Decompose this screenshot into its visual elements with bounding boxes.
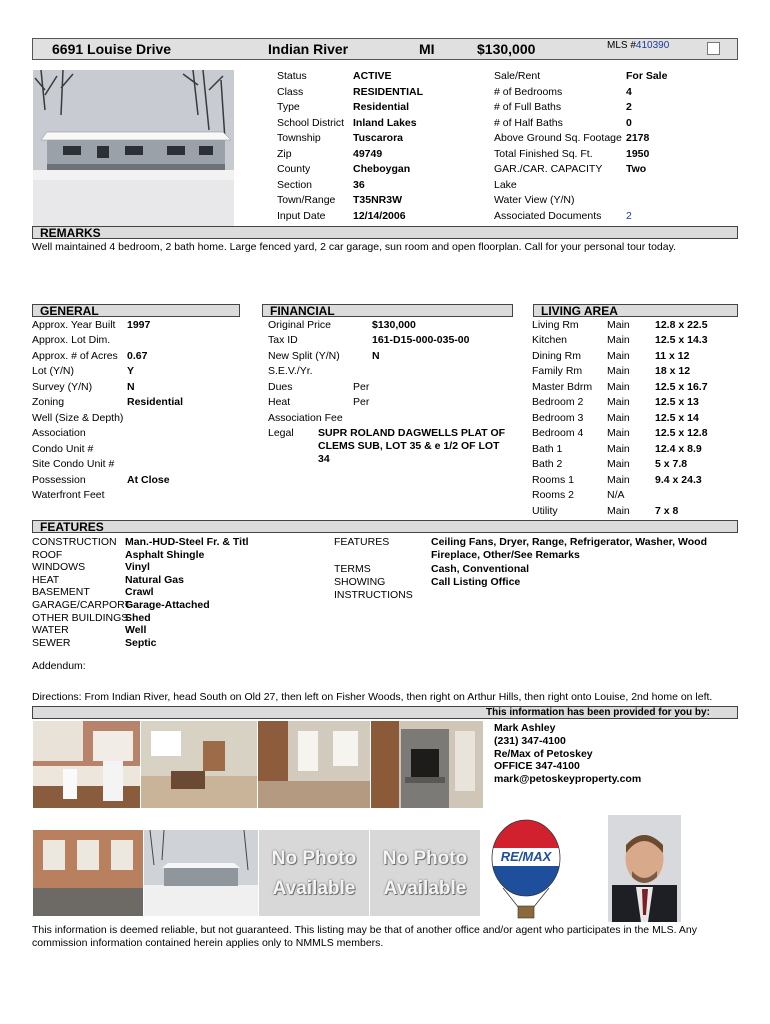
room-size: 12.4 x 8.9 bbox=[655, 443, 702, 455]
room-name: Family Rm bbox=[532, 365, 583, 377]
room-size: 12.5 x 14.3 bbox=[655, 334, 708, 346]
general-value: At Close bbox=[127, 474, 170, 486]
financial-label: S.E.V./Yr. bbox=[268, 365, 313, 377]
detail-label: Section bbox=[277, 179, 313, 191]
financial-label: Tax ID bbox=[268, 334, 298, 346]
detail-value: Tuscarora bbox=[353, 132, 403, 144]
no-photo-placeholder bbox=[259, 830, 369, 916]
fireplace-photo[interactable] bbox=[371, 721, 483, 808]
general-label: Waterfront Feet bbox=[32, 489, 105, 501]
room-size: 9.4 x 24.3 bbox=[655, 474, 702, 486]
detail-label: Lake bbox=[494, 179, 517, 191]
detail-value: ACTIVE bbox=[353, 70, 392, 82]
room-name: Kitchen bbox=[532, 334, 568, 346]
detail-value: 1950 bbox=[626, 148, 650, 160]
tax-id: 161-D15-000-035-00 bbox=[372, 334, 470, 346]
living-room-photo[interactable] bbox=[258, 721, 370, 808]
detail-label: Type bbox=[277, 101, 300, 113]
detail-label: Class bbox=[277, 86, 304, 98]
room-size: 18 x 12 bbox=[655, 365, 691, 377]
detail-label: Status bbox=[277, 70, 307, 82]
financial-label: Dues bbox=[268, 381, 293, 393]
terms-value: Cash, Conventional bbox=[431, 563, 530, 575]
feature-value: Well bbox=[125, 624, 147, 636]
room-size: 12.5 x 16.7 bbox=[655, 381, 708, 393]
general-label: Approx. # of Acres bbox=[32, 350, 118, 362]
no-photo-line1: No Photo bbox=[382, 848, 468, 869]
detail-label: Input Date bbox=[277, 210, 326, 222]
feature-label: HEAT bbox=[32, 574, 60, 586]
detail-label: # of Full Baths bbox=[494, 101, 562, 113]
feature-label: GARAGE/CARPORT bbox=[32, 599, 131, 611]
room-level: Main bbox=[607, 350, 630, 362]
detail-value: 2 bbox=[626, 101, 632, 113]
agent-name: Mark Ashley bbox=[494, 722, 556, 734]
feature-label: ROOF bbox=[32, 549, 63, 561]
room-name: Bedroom 2 bbox=[532, 396, 584, 408]
room-level: Main bbox=[607, 458, 630, 470]
room-level: Main bbox=[607, 381, 630, 393]
detail-value: Cheboygan bbox=[353, 163, 411, 175]
heat-per: Per bbox=[353, 396, 370, 408]
detail-value: 12/14/2006 bbox=[353, 210, 406, 222]
detail-value: T35NR3W bbox=[353, 194, 403, 206]
no-photo-line2: Available bbox=[383, 878, 467, 899]
detail-label: Water View (Y/N) bbox=[494, 194, 575, 206]
original-price: $130,000 bbox=[372, 319, 416, 331]
feature-value: Man.-HUD-Steel Fr. & Titl bbox=[125, 536, 249, 548]
agent-banner: This information has been provided for you by: bbox=[486, 707, 710, 718]
addendum-label: Addendum: bbox=[32, 660, 86, 672]
features-header: FEATURES bbox=[32, 520, 738, 533]
legal-description: SUPR ROLAND DAGWELLS PLAT OF CLEMS SUB, LOT 35 & e 1/2 OF LOT 34 bbox=[318, 427, 506, 465]
financial-label: Legal bbox=[268, 427, 294, 439]
room-name: Dining Rm bbox=[532, 350, 582, 362]
room-name: Rooms 1 bbox=[532, 474, 575, 486]
room-level: Main bbox=[607, 505, 630, 517]
detail-label: Sale/Rent bbox=[494, 70, 541, 82]
room-size: 7 x 8 bbox=[655, 505, 679, 517]
detail-value: For Sale bbox=[626, 70, 668, 82]
room-name: Utility bbox=[532, 505, 558, 517]
detail-value: Two bbox=[626, 163, 647, 175]
feature-value: Septic bbox=[125, 637, 157, 649]
showing-label: SHOWING INSTRUCTIONS bbox=[334, 576, 413, 601]
living-area-header: LIVING AREA bbox=[533, 304, 738, 317]
feature-label: SEWER bbox=[32, 637, 71, 649]
directions: Directions: From Indian River, head South on Old 27, then left on Fisher Woods, then right on Arthur Hills, then right onto Louise, 2nd home on left. bbox=[32, 691, 713, 703]
general-label: Lot (Y/N) bbox=[32, 365, 75, 377]
detail-label: Zip bbox=[277, 148, 292, 160]
detail-label: Associated Documents bbox=[494, 210, 602, 222]
new-split: N bbox=[372, 350, 380, 362]
showing-value: Call Listing Office bbox=[431, 576, 521, 588]
detail-label: School District bbox=[277, 117, 345, 129]
disclaimer: This information is deemed reliable, but not guaranteed. This listing may be that of another office and/or agent who participates in the MLS. Any commission information contained herein applies only to NMMLS members. bbox=[32, 924, 698, 949]
room-level: Main bbox=[607, 365, 630, 377]
room-level: Main bbox=[607, 396, 630, 408]
detail-label: Above Ground Sq. Footage bbox=[494, 132, 622, 144]
general-label: Zoning bbox=[32, 396, 65, 408]
financial-label: Original Price bbox=[268, 319, 332, 331]
room-size: 5 x 7.8 bbox=[655, 458, 688, 470]
feature-value: Asphalt Shingle bbox=[125, 549, 205, 561]
room-size: 12.5 x 14 bbox=[655, 412, 699, 424]
room-name: Bedroom 3 bbox=[532, 412, 584, 424]
general-value: 0.67 bbox=[127, 350, 148, 362]
feature-label: CONSTRUCTION bbox=[32, 536, 117, 548]
listing-address: 6691 Louise Drive bbox=[52, 41, 172, 57]
main-house-photo[interactable] bbox=[33, 70, 234, 226]
financial-label: Association Fee bbox=[268, 412, 343, 424]
general-label: Survey (Y/N) bbox=[32, 381, 93, 393]
remax-logo-text: RE/MAX bbox=[500, 849, 552, 864]
general-value: N bbox=[127, 381, 135, 393]
kitchen-photo[interactable] bbox=[33, 721, 140, 808]
general-label: Condo Unit # bbox=[32, 443, 94, 455]
detail-value: Inland Lakes bbox=[353, 117, 417, 129]
features-label: FEATURES bbox=[334, 536, 390, 548]
room-size: 11 x 12 bbox=[655, 350, 690, 362]
detail-label: Township bbox=[277, 132, 321, 144]
room-level: Main bbox=[607, 443, 630, 455]
feature-label: WATER bbox=[32, 624, 69, 636]
feature-label: WINDOWS bbox=[32, 561, 86, 573]
detail-value: 0 bbox=[626, 117, 632, 129]
detail-value: RESIDENTIAL bbox=[353, 86, 424, 98]
financial-header: FINANCIAL bbox=[262, 304, 513, 317]
feature-label: OTHER BUILDINGS bbox=[32, 612, 129, 624]
select-checkbox[interactable] bbox=[707, 42, 720, 55]
room-level: Main bbox=[607, 427, 630, 439]
features-value: Ceiling Fans, Dryer, Range, Refrigerator, Washer, Wood Fireplace, Other/See Remarks bbox=[431, 536, 707, 561]
mls-number[interactable] bbox=[607, 40, 669, 51]
sunroom-photo[interactable] bbox=[33, 830, 143, 916]
room-size: 12.8 x 22.5 bbox=[655, 319, 708, 331]
room-size: 12.5 x 13 bbox=[655, 396, 699, 408]
room-size: 12.5 x 12.8 bbox=[655, 427, 708, 439]
detail-value: 4 bbox=[626, 86, 632, 98]
general-label: Approx. Lot Dim. bbox=[32, 334, 111, 346]
general-label: Site Condo Unit # bbox=[32, 458, 115, 470]
detail-value: 2178 bbox=[626, 132, 650, 144]
room-name: Living Rm bbox=[532, 319, 579, 331]
general-label: Well (Size & Depth) bbox=[32, 412, 124, 424]
agent-email[interactable]: mark@petoskeyproperty.com bbox=[494, 773, 642, 785]
associated-documents-link[interactable]: 2 bbox=[626, 210, 632, 222]
financial-label: Heat bbox=[268, 396, 291, 408]
room-level: Main bbox=[607, 412, 630, 424]
room-name: Bath 2 bbox=[532, 458, 563, 470]
detail-label: County bbox=[277, 163, 311, 175]
feature-value: Shed bbox=[125, 612, 151, 624]
room-level: Main bbox=[607, 319, 630, 331]
room-level: Main bbox=[607, 474, 630, 486]
feature-value: Natural Gas bbox=[125, 574, 184, 586]
mls-link[interactable]: 410390 bbox=[635, 40, 670, 51]
room-level: N/A bbox=[607, 489, 625, 501]
feature-value: Crawl bbox=[125, 586, 154, 598]
agent-office-phone: OFFICE 347-4100 bbox=[494, 760, 580, 772]
no-photo-placeholder bbox=[370, 830, 480, 916]
general-value: Residential bbox=[127, 396, 184, 408]
room-name: Bath 1 bbox=[532, 443, 563, 455]
remarks-header: REMARKS bbox=[32, 226, 738, 239]
detail-label: Town/Range bbox=[277, 194, 336, 206]
detail-value: 36 bbox=[353, 179, 365, 191]
no-photo-line1: No Photo bbox=[271, 848, 357, 869]
agent-photo bbox=[608, 815, 681, 922]
general-value: Y bbox=[127, 365, 135, 377]
detail-label: # of Bedrooms bbox=[494, 86, 563, 98]
financial-label: New Split (Y/N) bbox=[268, 350, 340, 362]
room-level: Main bbox=[607, 334, 630, 346]
listing-price: $130,000 bbox=[477, 41, 536, 57]
general-label: Association bbox=[32, 427, 86, 439]
room-name: Bedroom 4 bbox=[532, 427, 584, 439]
detail-value: Residential bbox=[353, 101, 410, 113]
no-photo-line2: Available bbox=[272, 878, 356, 899]
detail-label: GAR./CAR. CAPACITY bbox=[494, 163, 603, 175]
general-header: GENERAL bbox=[32, 304, 240, 317]
detail-value: 49749 bbox=[353, 148, 383, 160]
feature-label: BASEMENT bbox=[32, 586, 90, 598]
agent-phone: (231) 347-4100 bbox=[494, 735, 566, 747]
general-label: Possession bbox=[32, 474, 86, 486]
general-label: Approx. Year Built bbox=[32, 319, 116, 331]
house-exterior-photo[interactable] bbox=[144, 830, 258, 916]
remax-balloon-logo bbox=[489, 818, 563, 922]
detail-label: # of Half Baths bbox=[494, 117, 563, 129]
listing-state: MI bbox=[419, 41, 435, 57]
agent-office-name: Re/Max of Petoskey bbox=[494, 748, 593, 760]
remarks-text: Well maintained 4 bedroom, 2 bath home. Large fenced yard, 2 car garage, sun room and open floorplan. Call for your personal tour today. bbox=[32, 241, 676, 253]
room-name: Rooms 2 bbox=[532, 489, 575, 501]
general-value: 1997 bbox=[127, 319, 151, 331]
dining-photo[interactable] bbox=[141, 721, 257, 808]
dues-per: Per bbox=[353, 381, 370, 393]
mls-label: MLS # bbox=[607, 40, 636, 51]
detail-label: Total Finished Sq. Ft. bbox=[494, 148, 593, 160]
listing-city: Indian River bbox=[268, 41, 349, 57]
terms-label: TERMS bbox=[334, 563, 371, 575]
room-name: Master Bdrm bbox=[532, 381, 593, 393]
feature-value: Vinyl bbox=[125, 561, 150, 573]
feature-value: Garage-Attached bbox=[125, 599, 210, 611]
